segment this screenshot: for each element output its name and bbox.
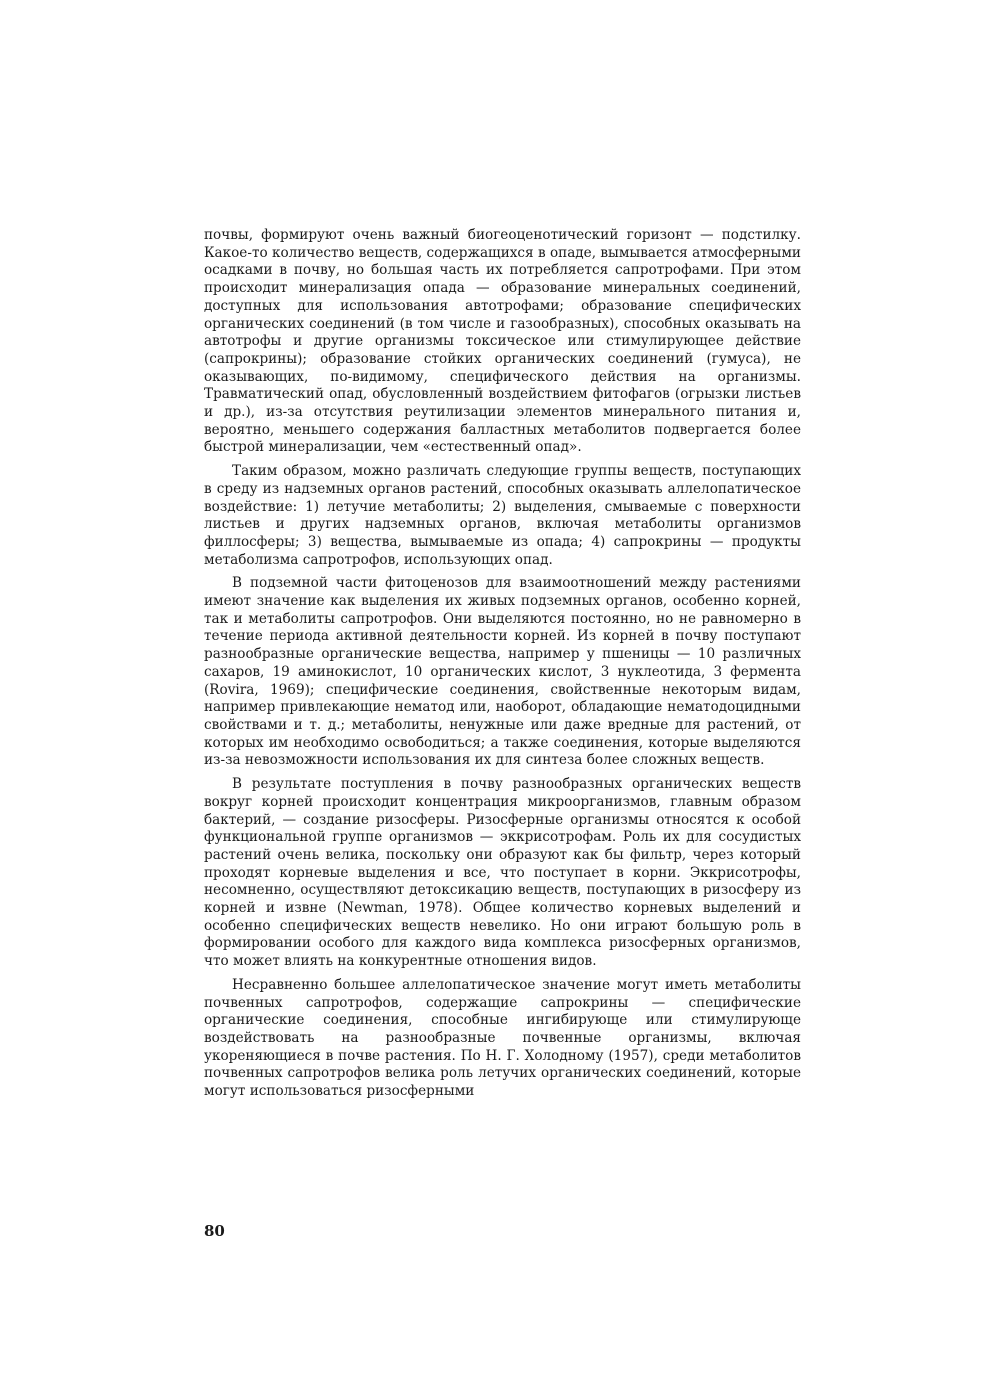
- paragraph-4: В результате поступления в почву разнообразных органических веществ вокруг корней происходит концентрация микроорганизмов, главным образом бактерий, — создание ризосферы. Ризосферные организмы относятся к особой функциональной группе организмов — эккрисотрофам. Роль их для сосудистых растений очень велика, поскольку они образуют как бы фильтр, через который проходят корневые выделения и все, что поступает в корни. Эккрисотрофы, несомненно, осуществляют детоксикацию веществ, поступающих в ризосферу из корней и извне (Newman, 1978). Общее количество корневых выделений и особенно специфических веществ невелико. Но они играют большую роль в формировании особого для каждого вида комплекса ризосферных организмов, что может влиять на конкурентные отношения видов.: [204, 776, 801, 970]
- paragraph-5: Несравненно большее аллелопатическое значение могут иметь метаболиты почвенных сапротрофов, содержащие сапрокрины — специфические органические соединения, способные ингибирующе или стимулирующе воздействовать на разнообразные почвенные организмы, включая укореняющиеся в почве растения. По Н. Г. Холодному (1957), среди метаболитов почвенных сапротрофов велика роль летучих органических соединений, которые могут использоваться ризосферными: [204, 976, 801, 1100]
- paragraph-1: почвы, формируют очень важный биогеоценотический горизонт — подстилку. Какое-то количество веществ, содержащихся в опаде, вымывается атмосферными осадками в почву, но большая часть их потребляется сапротрофами. При этом происходит минерализация опада — образование минеральных соединений, доступных для использования автотрофами; образование специфических органических соединений (в том числе и газообразных), способных оказывать на автотрофы и другие организмы токсическое или стимулирующее действие (сапрокрины); образование стойких органических соединений (гумуса), не оказывающих, по-видимому, специфического действия на организмы. Травматический опад, обусловленный воздействием фитофагов (огрызки листьев и др.), из-за отсутствия реутилизации элементов минерального питания и, вероятно, меньшего содержания балластных метаболитов подвергается более быстрой минерализации, чем «естественный опад».: [204, 227, 801, 456]
- paragraph-3: В подземной части фитоценозов для взаимоотношений между растениями имеют значение как выделения их живых подземных органов, особенно корней, так и метаболиты сапротрофов. Они выделяются постоянно, но не равномерно в течение периода активной деятельности корней. Из корней в почву поступают разнообразные органические вещества, например у пшеницы — 10 различных сахаров, 19 аминокислот, 10 органических кислот, 3 нуклеотида, 3 фермента (Rovira, 1969); специфические соединения, свойственные некоторым видам, например привлекающие нематод или, наоборот, обладающие нематодоцидными свойствами и т. д.; метаболиты, ненужные или даже вредные для растений, от которых им необходимо освободиться; а также соединения, которые выделяются из-за невозможности использования их для синтеза более сложных веществ.: [204, 575, 801, 769]
- paragraph-2: Таким образом, можно различать следующие группы веществ, поступающих в среду из надземных органов растений, способных оказывать аллелопатическое воздействие: 1) летучие метаболиты; 2) выделения, смываемые с поверхности листьев и других надземных органов, включая метаболиты организмов филлосферы; 3) вещества, вымываемые из опада; 4) сапрокрины — продукты метаболизма сапротрофов, использующих опад.: [204, 463, 801, 568]
- page-number: 80: [204, 1222, 225, 1240]
- body-text: [204, 227, 801, 1101]
